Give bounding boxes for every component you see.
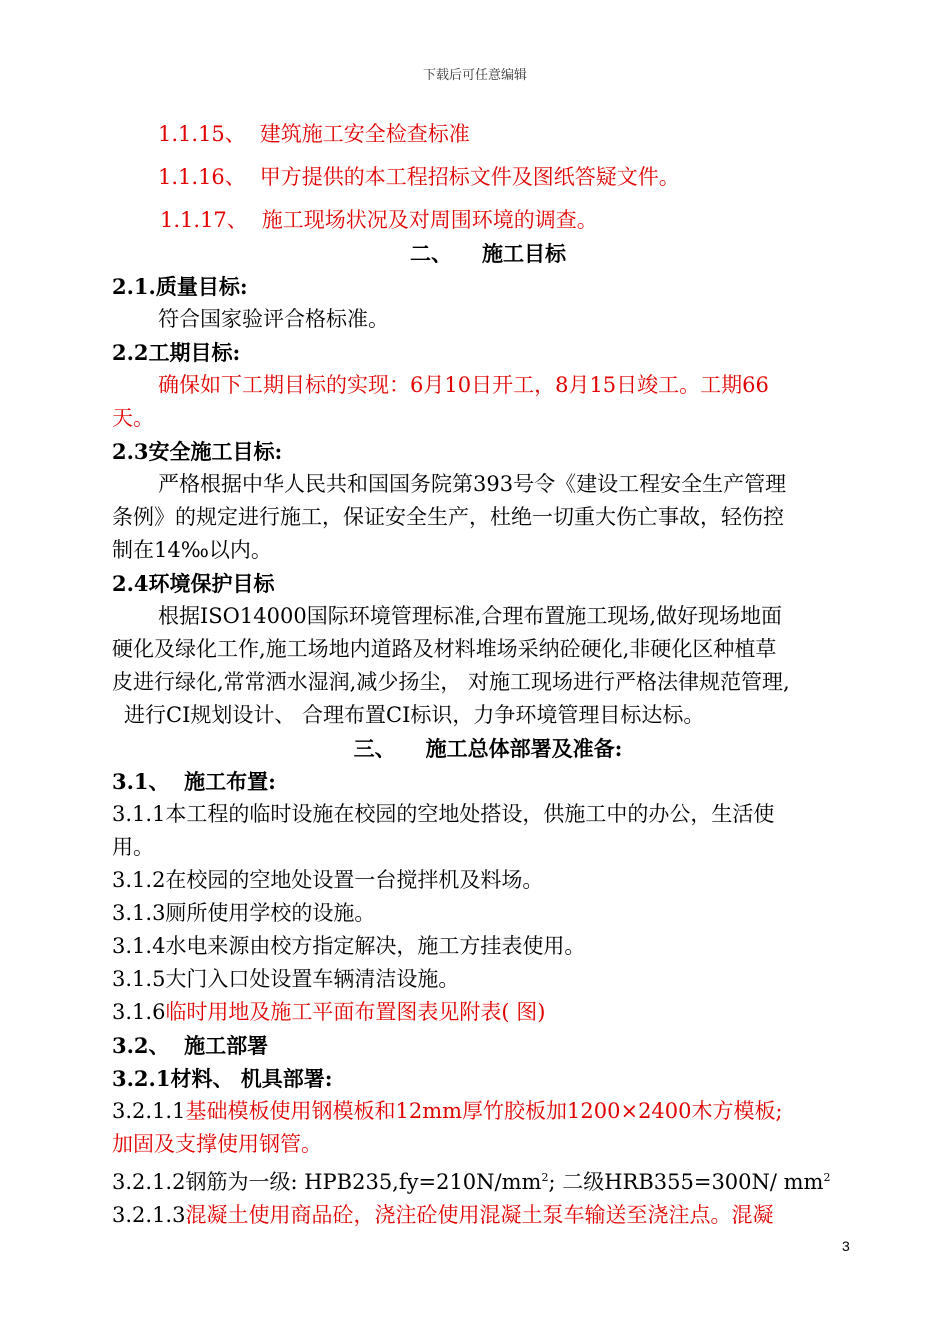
paragraph: 天。: [112, 406, 154, 430]
list-item: 用。: [112, 835, 154, 859]
list-item: 3.1.2在校园的空地处设置一台搅拌机及料场。: [112, 868, 544, 892]
list-item: 3.1.4水电来源由校方指定解决，施工方挂表使用。: [112, 934, 586, 958]
paragraph: 硬化及绿化工作,施工场地内道路及材料堆场采纳砼硬化,非硬化区种植草: [112, 637, 777, 661]
section-heading-3: 三、 施工总体部署及准备:: [353, 736, 623, 761]
paragraph: 严格根据中华人民共和国国务院第393号令《建设工程安全生产管理: [158, 472, 787, 496]
subheading: 2.2工期目标:: [112, 340, 241, 365]
subheading: 2.4环境保护目标: [112, 571, 275, 596]
list-item: 加固及支撑使用钢管。: [112, 1132, 322, 1156]
subheading: 3.2.1材料、 机具部署:: [112, 1066, 333, 1091]
subheading: 2.1.质量目标:: [112, 274, 248, 299]
subheading: 3.2、 施工部署: [112, 1033, 269, 1058]
list-item: 3.1.6临时用地及施工平面布置图表见附表( 图): [112, 1000, 546, 1024]
ref-item: 1.1.16、 甲方提供的本工程招标文件及图纸答疑文件。: [158, 165, 680, 189]
ref-item: 1.1.17、 施工现场状况及对周围环境的调查。: [160, 208, 598, 232]
page-header: 下载后可任意编辑: [422, 68, 527, 83]
paragraph: 进行CI规划设计、 合理布置CI标识，力争环境管理目标达标。: [124, 703, 705, 727]
page-number: 3: [842, 1238, 850, 1254]
document-body: [112, 118, 864, 1232]
list-item: 3.1.5大门入口处设置车辆清洁设施。: [112, 967, 460, 991]
paragraph: 根据ISO14000国际环境管理标准,合理布置施工现场,做好现场地面: [158, 604, 783, 628]
paragraph: 确保如下工期目标的实现：6月10日开工，8月15日竣工。工期66: [158, 373, 769, 397]
section-heading-2: 二、 施工目标: [410, 241, 566, 266]
paragraph: 符合国家验评合格标准。: [158, 307, 389, 331]
paragraph: 皮进行绿化,常常洒水湿润,减少扬尘， 对施工现场进行严格法律规范管理,: [112, 670, 790, 694]
list-item: 3.1.3厕所使用学校的设施。: [112, 901, 376, 925]
list-item: 3.2.1.2钢筋为一级: $HPB235,fy=210N/mm^2$; 二级HRB355=300N/ $mm^2$: [112, 1170, 831, 1194]
list-item: 3.1.1本工程的临时设施在校园的空地处搭设，供施工中的办公，生活使: [112, 802, 775, 826]
list-item: 3.2.1.1基础模板使用钢模板和12mm厚竹胶板加1200×2400木方模板;: [112, 1099, 783, 1123]
paragraph: 制在14‰以内。: [112, 538, 272, 562]
paragraph: 条例》的规定进行施工，保证安全生产，杜绝一切重大伤亡事故，轻伤控: [112, 505, 784, 529]
subheading: 3.1、 施工布置:: [112, 769, 276, 794]
subheading: 2.3安全施工目标:: [112, 439, 283, 464]
ref-item: 1.1.15、 建筑施工安全检查标准: [158, 122, 470, 146]
list-item: 3.2.1.3混凝土使用商品砼，浇注砼使用混凝土泵车输送至浇注点。混凝: [112, 1203, 774, 1227]
